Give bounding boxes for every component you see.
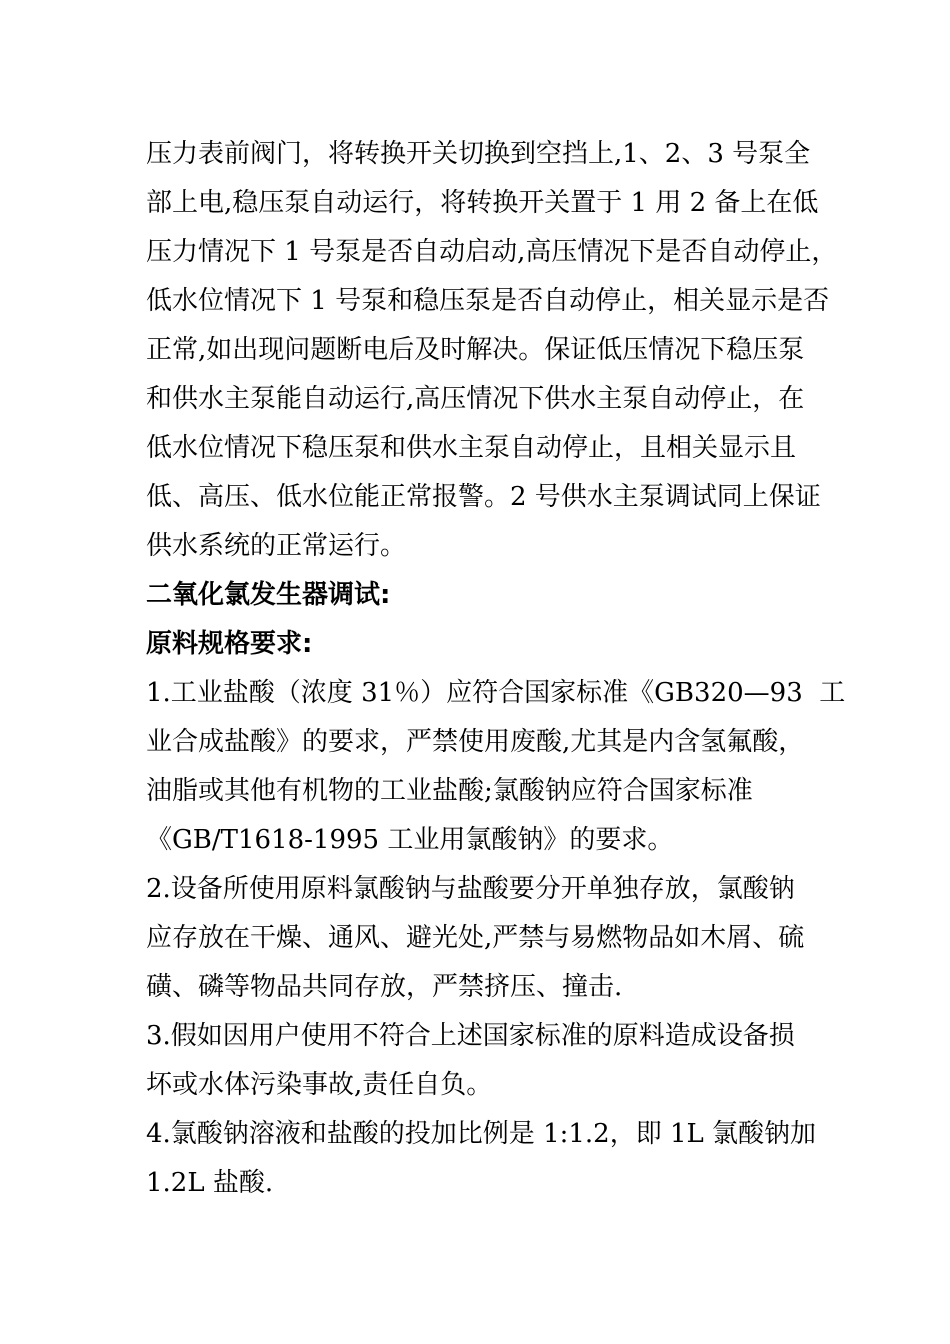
text-line: 压力表前阀门，将转换开关切换到空挡上,1、2、3 号泵全 [146, 139, 811, 169]
text-line: 低、高压、低水位能正常报警。2 号供水主泵调试同上保证 [146, 482, 821, 512]
text-line: 坏或水体污染事故,责任自负。 [146, 1070, 493, 1100]
text-line: 正常,如出现问题断电后及时解决。保证低压情况下稳压泵 [146, 335, 805, 365]
text-line: 1.工业盐酸（浓度 31％）应符合国家标准《GB320—93 工 [146, 678, 846, 708]
text-line: 1.2L 盐酸. [146, 1168, 274, 1198]
list-item-3 [146, 1012, 836, 1110]
text-line: 油脂或其他有机物的工业盐酸;氯酸钠应符合国家标准 [146, 776, 753, 806]
text-line: 部上电,稳压泵自动运行，将转换开关置于 1 用 2 备上在低 [146, 188, 819, 218]
text-line: 《GB/T1618-1995 工业用氯酸钠》的要求。 [146, 825, 674, 855]
text-line: 供水系统的正常运行。 [146, 531, 407, 561]
text-line: 业合成盐酸》的要求，严禁使用废酸,尤其是内含氢氟酸， [146, 727, 805, 757]
text-line: 低水位情况下稳压泵和供水主泵自动停止，且相关显示且 [146, 433, 797, 463]
document-body [146, 130, 846, 1208]
text-line: 压力情况下 1 号泵是否自动启动,高压情况下是否自动停止， [146, 237, 838, 267]
heading-chlorine-dioxide-generator: 二氧化氯发生器调试: [146, 580, 391, 610]
text-line: 低水位情况下 1 号泵和稳压泵是否自动停止，相关显示是否 [146, 286, 830, 316]
list-item-4 [146, 1110, 836, 1208]
text-line: 3.假如因用户使用不符合上述国家标准的原料造成设备损 [146, 1021, 795, 1051]
text-line: 磺、磷等物品共同存放，严禁挤压、撞击. [146, 972, 623, 1002]
section-heading [146, 571, 836, 620]
subsection-heading [146, 620, 836, 669]
text-line: 应存放在干燥、通风、避光处,严禁与易燃物品如木屑、硫 [146, 923, 805, 953]
text-line: 和供水主泵能自动运行,高压情况下供水主泵自动停止，在 [146, 384, 805, 414]
heading-raw-material-spec: 原料规格要求: [146, 629, 313, 659]
list-item-1 [146, 669, 846, 865]
text-line: 2.设备所使用原料氯酸钠与盐酸要分开单独存放，氯酸钠 [146, 874, 795, 904]
pump-test-paragraph [146, 130, 836, 571]
list-item-2 [146, 865, 836, 1012]
text-line: 4.氯酸钠溶液和盐酸的投加比例是 1:1.2，即 1L 氯酸钠加 [146, 1119, 817, 1149]
